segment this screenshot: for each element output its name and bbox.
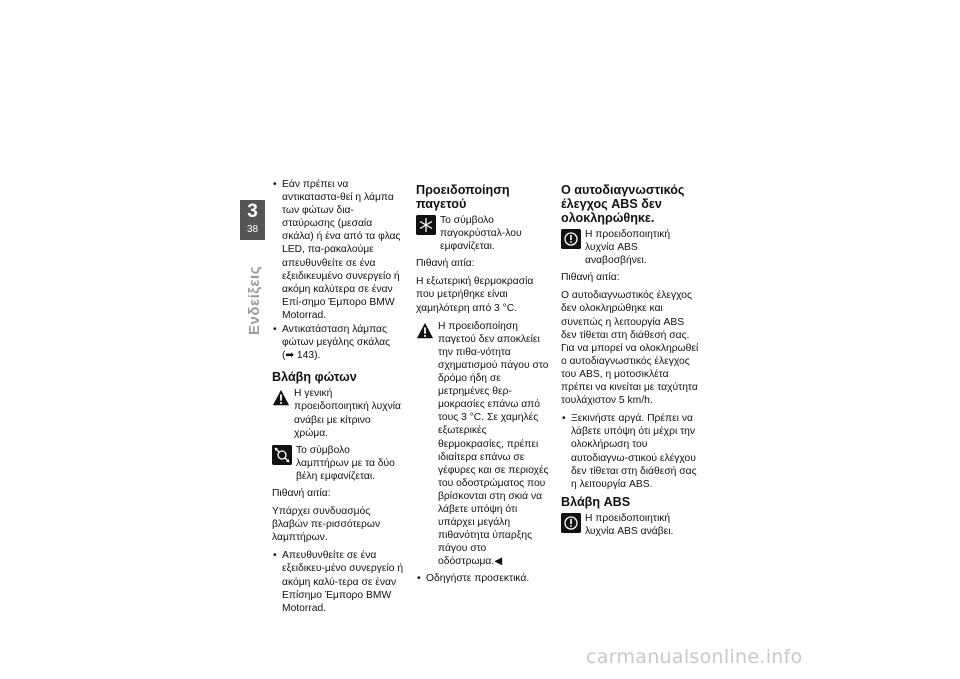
warning-block bbox=[272, 387, 404, 439]
abs-fault-heading: Βλάβη ABS bbox=[561, 494, 631, 509]
lamp-fault-heading: Βλάβη φώτων bbox=[272, 370, 357, 385]
bullet-list bbox=[416, 572, 550, 585]
ice-crystal-icon bbox=[416, 215, 436, 235]
cause-text: Η εξωτερική θερμοκρασία που μετρήθηκε είναι χαμηλότερη από 3 °C. bbox=[416, 276, 534, 314]
list-item: • Αντικατάσταση λάμπας φώτων μεγάλης σκάλας (➡ 143). bbox=[272, 323, 404, 362]
list-item: • Ξεκινήστε αργά. Πρέπει να λάβετε υπόψη ότι μέχρι την ολοκλήρωση του αυτοδιαγνω-στικού ελέγχου δεν τίθεται στη διάθεσή σας η λειτουργία ABS. bbox=[561, 412, 699, 491]
warning-text: Η γενική προειδοποιητική λυχνία ανάβει με κίτρινο χρώμα. bbox=[294, 388, 401, 439]
abs-selfdiag-heading: Ο αυτοδιαγνωστικός έλεγχος ABS δεν ολοκληρώθηκε. bbox=[561, 183, 685, 225]
list-item: • Εάν πρέπει να αντικαταστα-θεί η λάμπα των φώτων δια-σταύρωσης (μεσαία σκάλα) ή ένα από τα φλας LED, πα-ρακαλούμε απευθυνθείτε σε ένα εξειδικευμένο συνεργείο ή ακόμη καλύτερα σε έναν Επί-σημο Έμπορο BMW Motorrad. bbox=[272, 178, 404, 322]
abs-icon bbox=[561, 513, 581, 533]
warning-triangle-icon bbox=[416, 322, 434, 340]
cause-label: Πιθανή αιτία: bbox=[272, 487, 331, 499]
abs-icon bbox=[561, 229, 581, 249]
warning-block bbox=[416, 320, 550, 569]
chapter-number: 3 bbox=[247, 201, 258, 222]
symbol-text: Το σύμβολο λαμπτήρων με τα δύο βέλη εμφανίζεται. bbox=[296, 444, 395, 482]
symbol-block bbox=[272, 444, 404, 483]
symbol-text: Το σύμβολο παγοκρύσταλ-λου εμφανίζεται. bbox=[440, 215, 522, 253]
bullet-list-top bbox=[272, 178, 404, 362]
column-3 bbox=[561, 183, 699, 542]
symbol-block bbox=[416, 214, 550, 253]
column-2 bbox=[416, 183, 550, 590]
symbol-text: Η προειδοποιητική λυχνία ABS αναβοσβήνει. bbox=[585, 229, 671, 267]
symbol-text: Η προειδοποιητική λυχνία ABS ανάβει. bbox=[585, 512, 674, 537]
symbol-block bbox=[561, 512, 699, 538]
list-item: • Οδηγήστε προσεκτικά. bbox=[416, 572, 550, 585]
chapter-tab bbox=[240, 200, 265, 240]
chapter-label: Ενδείξεις bbox=[246, 266, 263, 335]
warning-triangle-icon bbox=[272, 389, 290, 407]
symbol-block bbox=[561, 228, 699, 267]
lamp-arrows-icon bbox=[272, 445, 292, 465]
column-1 bbox=[272, 178, 404, 619]
page-number: 38 bbox=[246, 224, 259, 235]
warning-text: Η προειδοποίηση παγετού δεν αποκλείει την πιθα-νότητα σχηματισμού πάγου στο δρόμο ήδη σε μετρημένες θερ-μοκρασίες επάνω από τους 3 °C. Σε χαμηλές εξωτερικές θερμοκρασίες, πρέπει ιδιαίτερα επάνω σε γέφυρες και σε περιοχές του οδοστρώματος που βρίσκονται στη σκιά να λάβετε υπόψη ότι υπάρχει μεγάλη πιθανότητα ύπαρξης πάγου στο οδόστρωμα.◀ bbox=[438, 320, 549, 568]
cause-text: Ο αυτοδιαγνωστικός έλεγχος δεν ολοκληρώθηκε και συνεπώς η λειτουργία ABS δεν τίθεται στη διάθεσή σας. Για να μπορεί να ολοκληρωθεί ο αυτοδιαγνωστικός έλεγχος του ABS, η μοτοσικλέτα πρέπει να κινείται με ταχύτητα τουλάχιστον 5 km/h. bbox=[561, 290, 699, 407]
list-item: • Απευθυνθείτε σε ένα εξειδικευ-μένο συνεργείο ή ακόμη καλύ-τερα σε έναν Επίσημο Έμπορο BMW Motorrad. bbox=[272, 549, 404, 614]
watermark: carmanualsonline.info bbox=[586, 646, 803, 668]
bullet-list bbox=[561, 412, 699, 491]
cause-label: Πιθανή αιτία: bbox=[561, 272, 620, 284]
bullet-list-bottom bbox=[272, 549, 404, 614]
frost-warning-heading: Προειδοποίηση παγετού bbox=[416, 183, 510, 211]
cause-label: Πιθανή αιτία: bbox=[416, 258, 475, 270]
cause-text: Υπάρχει συνδυασμός βλαβών πε-ρισσότερων λαμπτήρων. bbox=[272, 506, 381, 544]
